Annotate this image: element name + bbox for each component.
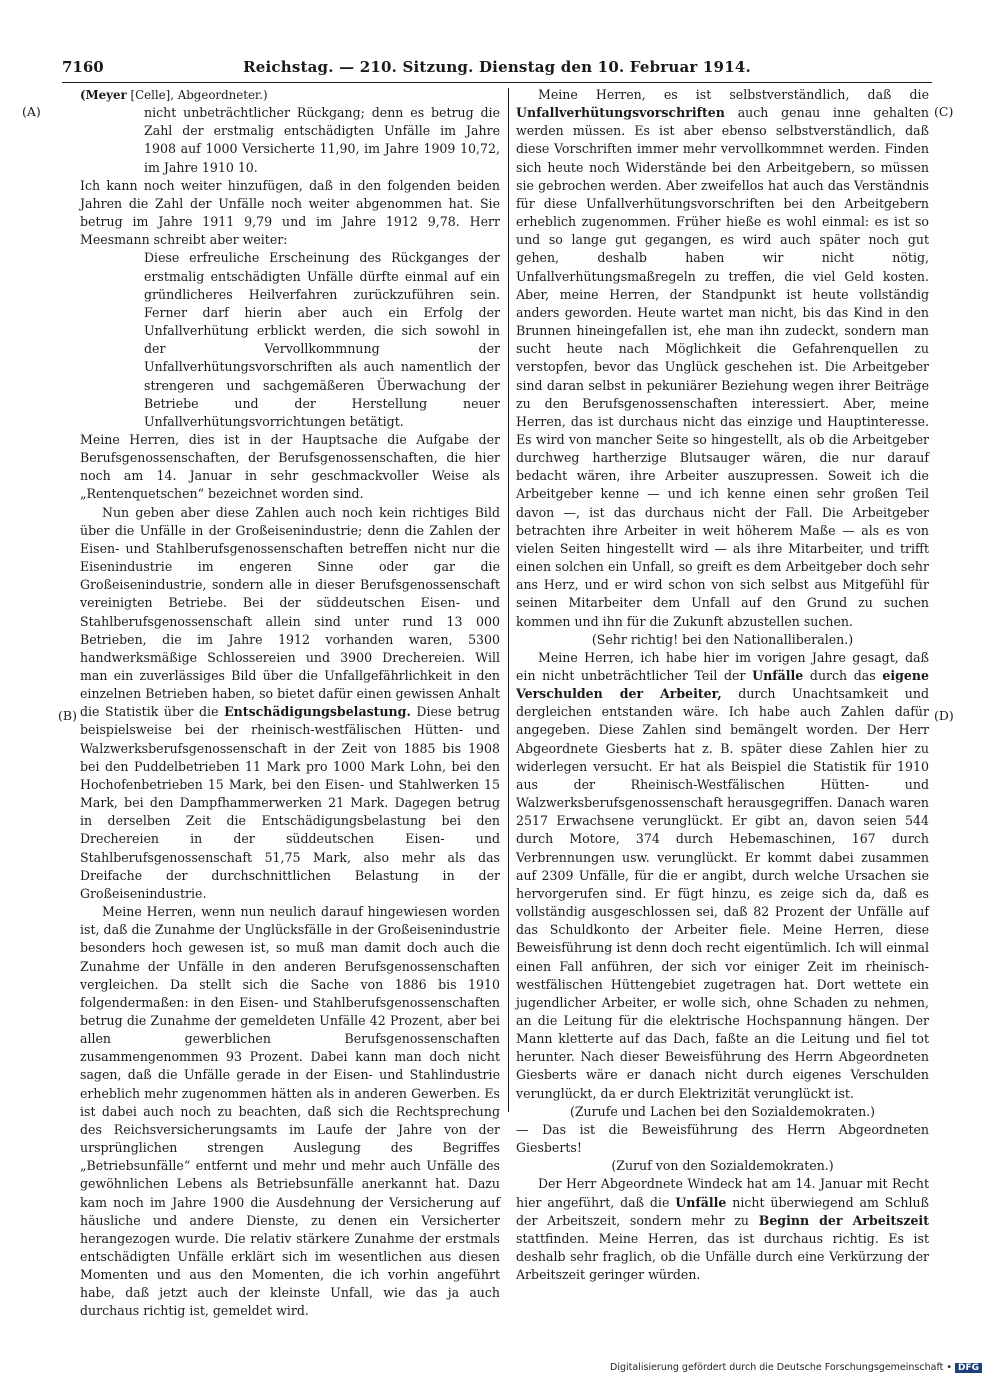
paragraph [516,1175,929,1284]
margin-marker-b: (B) [58,708,77,723]
text-run: Diese betrug beispielsweise bei der rheinisch-westfälischen Hütten- und Walzwerksberufsgenossenschaft in der Zeit von 1885 bis 1908 bei den Puddelbetrieben 11 Mark pro 1000 Mark Lohn, bei den Hochofenbetrieben 15 Mark, bei den Eisen- und Stahlwerken 15 Mark, bei den Dampfhammerwerken 21 Mark. Dagegen betrug in derselben Zeit die Entschädigungsbelastung bei den Drechereien in der süddeutschen Eisen- und Stahlberufsgenossenschaft 51,75 Mark, also mehr als das Dreifache der durchschnittlichen Belastung in der Großeisenindustrie. [80,704,500,901]
right-column [516,86,929,1284]
emphasis: Beginn der Arbeitszeit [758,1212,929,1228]
text-run: nicht überwiegend am Schluß der Arbeitszeit, sondern mehr zu [516,1194,929,1228]
dfg-logo: DFG [955,1363,982,1373]
text-run: stattfinden. Meine Herren, das ist durchaus richtig. Es ist deshalb sehr fraglich, ob die Unfälle durch eine Verkürzung der Arbeitszeit geringer würden. [516,1230,929,1283]
interjection: (Zurufe und Lachen bei den Sozialdemokraten.) [569,1103,876,1119]
text-run: auch genau inne gehalten werden müssen. Es ist aber ebenso selbstverständlich, daß diese Vorschriften immer mehr vervollkommnet werden. Finden sich heute noch Widerstände bei den Arbeitgebern, so müssen sie gebrochen werden. Aber zweifellos hat auch das Verständnis für diese Unfallverhütungsvorschriften bei den Arbeitgebern erheblich zugenommen. Früher hieße es wohl einmal: es ist so und so lange gut gegangen, es wird auch später noch gut gehen, deshalb haben wir nicht nötig, Unfallverhütungsmaßregeln zu treffen, die viel Geld kosten. Aber, meine Herren, der Standpunkt ist heute vollständig anders geworden. Heute wartet man nicht, bis das Kind in den Brunnen hineingefallen ist, ehe man ihn zudeckt, sondern man sucht heute nach Möglichkeit die Gefahrenquellen zu verstopfen, bevor das Unglück geschehen ist. Die Arbeitgeber sind daran selbst in pekuniärer Beziehung wegen ihrer Beiträge zu den Berufsgenossenschaften interessiert. Aber, meine Herren, das ist durchaus nicht das einzige und Hauptinteresse. Es wird von mancher Seite so hingestellt, als ob die Arbeitgeber durchweg hartherzige Blutsauger wären, die nur darauf bedacht wären, ihre Arbeiter auszupressen. Soweit ich die Arbeitgeber kenne — und ich kenne einen sehr großen Teil davon —, ist das durchaus nicht der Fall. Die Arbeitgeber betrachten ihre Arbeiter in weit höherem Maße — als es von vielen Seiten hingestellt wird — als ihre Mitarbeiter, und trifft einen solchen ein Unfall, so greift es dem Arbeitgeber doch sehr ans Herz, und er wird schon von sich selbst aus Mitgefühl für seinen Mitarbeiter dem Unfall auf den Grund zu suchen kommen und ihn für die Zukunft abzustellen suchen. [516,105,929,629]
quotation: Diese erfreuliche Erscheinung des Rückganges der erstmalig entschädigten Unfälle dürfte einmal auf ein gründlicheres Heilverfahren zurückzuführen sein. Ferner darf hierin aber auch ein Erfolg der Unfallverhütung erblickt werden, die sich sowohl in der Vervollkommnung der Unfallverhütungsvorschriften als auch namentlich der strengeren und sachgemäßeren Überwachung der Betriebe und der Herstellung neuer Unfallverhütungsvorrichtungen betätigt. [144,250,500,429]
left-column [80,86,500,1321]
paragraph: nicht unbeträchtlicher Rückgang; denn es betrug die Zahl der erstmalig entschädigten Unfälle im Jahre 1908 auf 1000 Versicherte 11,90, im Jahre 1909 10,72, im Jahre 1910 10. [144,105,500,175]
footer-separator: • [943,1362,952,1373]
emphasis: Unfallverhütungsvorschriften [516,105,725,121]
emphasis: Unfälle [752,668,804,683]
paragraph [516,649,929,1103]
interjection: (Sehr richtig! bei den Nationalliberalen.) [591,631,854,647]
text-run: Meine Herren, es ist selbstverständlich, daß die [538,87,929,102]
footer-text: Digitalisierung gefördert durch die Deutsche Forschungsgemeinschaft [610,1362,944,1373]
speaker-name: (Meyer [80,88,127,102]
page-number: 7160 [62,58,104,76]
text-run: durch das [809,668,876,683]
emphasis: Entschädigungsbelastung. [224,704,411,720]
speaker-detail: [Celle], Abgeordneter.) [130,88,268,102]
text-run: Nun geben aber diese Zahlen auch noch kein richtiges Bild über die Unfälle in der Großeisenindustrie; denn die Zahlen der Eisen- und Stahlberufsgenossenschaften betreffen nicht nur die Eisenindustrie im engeren Sinne oder gar die Großeisenindustrie, sondern alle in dieser Berufsgenossenschaft vereinigten Betriebe. Bei der süddeutschen Eisen- und Stahlberufsgenossenschaft allein sind unter rund 13 000 Betrieben, die im Jahre 1912 vorhanden waren, 5300 handwerksmäßige Schlossereien und 3900 Drechereien. Will man ein zuverlässiges Bild über die Unfallgefährlichkeit in den einzelnen Betrieben haben, so bietet dafür einen gewissen Anhalt die Statistik über die [80,504,500,720]
margin-marker-c: (C) [934,104,954,119]
paragraph: Meine Herren, dies ist in der Hauptsache die Aufgabe der Berufsgenossenschaften, der Berufsgenossenschaften, die hier noch am 14. Januar in sehr geschmackvoller Weise als „Rentenquetschen“ bezeichnet worden sind. [80,431,500,502]
page-title: Reichstag. — 210. Sitzung. Dienstag den 10. Februar 1914. [243,58,751,76]
interjection: (Zuruf von den Sozialdemokraten.) [611,1158,834,1174]
paragraph [516,86,929,631]
paragraph [80,504,500,903]
emphasis: Unfälle [675,1194,727,1210]
text-run: Meine Herren, ich habe hier im vorigen Jahre gesagt, daß ein nicht unbeträchtlicher Teil der [516,649,929,683]
emphasis: eigene Verschulden der Arbeiter, [516,668,929,702]
speaker-line [80,86,500,104]
page-header [62,58,932,80]
text-run: Der Herr Abgeordnete Windeck hat am 14. Januar mit Recht hier angeführt, daß die [516,1176,929,1210]
text-run: durch Unachtsamkeit und dergleichen entstanden wäre. Ich habe auch Zahlen dafür angegeben. Diese Zahlen sind bemängelt worden. Der Herr Abgeordnete Giesberts hat z. B. später diese Zahlen hier zu widerlegen versucht. Er hat als Beispiel die Statistik für 1910 aus der Rheinisch-Westfälischen Hütten- und Walzwerksberufsgenossenschaft herausgegriffen. Danach waren 2517 Erwachsene verunglückt. Er gibt an, davon seien 544 durch Motore, 374 durch Hebemaschinen, 167 durch Verbrennungen usw. verunglückt. Er kommt dabei zusammen auf 2309 Unfälle, für die er angibt, durch welche Ursachen sie hervorgerufen sind. Er fügt hinzu, es zeige sich da, daß es vollständig ausgeschlossen sei, daß 82 Prozent der Unfälle auf das Schuldkonto der Arbeiter fiele. Meine Herren, diese Beweisführung ist denn doch recht eigentümlich. Ich will einmal einen Fall anführen, der sich vor einiger Zeit im rheinisch-westfälischen Hüttengebiet zugetragen hat. Dort wettete ein jugendlicher Arbeiter, er wolle sich, ohne Schaden zu nehmen, an die Leitung für die elektrische Hochspannung hängen. Der Mann kletterte auf das Dach, faßte an die Leitung und fiel tot herunter. Nach dieser Beweisführung des Herrn Abgeordneten Giesberts wäre er danach nicht durch eigenes Verschulden verunglückt, da er durch Elektrizität verunglückt ist. [516,686,929,1101]
header-rule [62,82,932,83]
digitization-credit [610,1362,982,1373]
margin-marker-a: (A) [22,104,41,119]
column-divider [508,88,509,1112]
margin-marker-d: (D) [934,708,954,723]
paragraph: — Das ist die Beweisführung des Herrn Abgeordneten Giesberts! [516,1121,929,1156]
paragraph: Meine Herren, wenn nun neulich darauf hingewiesen worden ist, daß die Zunahme der Unglücksfälle in der Großeisenindustrie besonders hoch gewesen ist, so muß man damit doch auch die Zunahme der Unfälle in den anderen Berufsgenossenschaften vergleichen. Da stellt sich die Sache von 1886 bis 1910 folgendermaßen: in den Eisen- und Stahlberufsgenossenschaften betrug die Zunahme der gemeldeten Unfälle 42 Prozent, aber bei allen gewerblichen Berufsgenossenschaften zusammengenommen 93 Prozent. Dabei kann man doch nicht sagen, daß die Unfälle gerade in der Eisen- und Stahlindustrie erheblich mehr zugenommen hätten als in anderen Gewerben. Es ist dabei auch noch zu beachten, daß sich die Rechtsprechung des Reichsversicherungsamts im Laufe der Jahre von der ursprünglichen strengen Auslegung des Begriffes „Betriebsunfälle“ entfernt und mehr und mehr auch Unfälle des gewöhnlichen Lebens als Betriebsunfälle anerkannt hat. Dazu kam noch im Jahre 1900 die Ausdehnung der Versicherung auf häusliche und andere Dienste, zu denen ein Versicherter herangezogen wurde. Die relativ stärkere Zunahme der erstmals entschädigten Unfälle erklärt sich im wesentlichen aus diesen Momenten und aus den Momenten, die ich vorhin angeführt habe, daß jetzt auch der kleinste Unfall, wie das ja auch durchaus richtig ist, gemeldet wird. [80,904,500,1319]
paragraph: Ich kann noch weiter hinzufügen, daß in den folgenden beiden Jahren die Zahl der Unfälle noch weiter abgenommen hat. Sie betrug im Jahre 1911 9,79 und im Jahre 1912 9,78. Herr Meesmann schreibt aber weiter: [80,177,500,248]
